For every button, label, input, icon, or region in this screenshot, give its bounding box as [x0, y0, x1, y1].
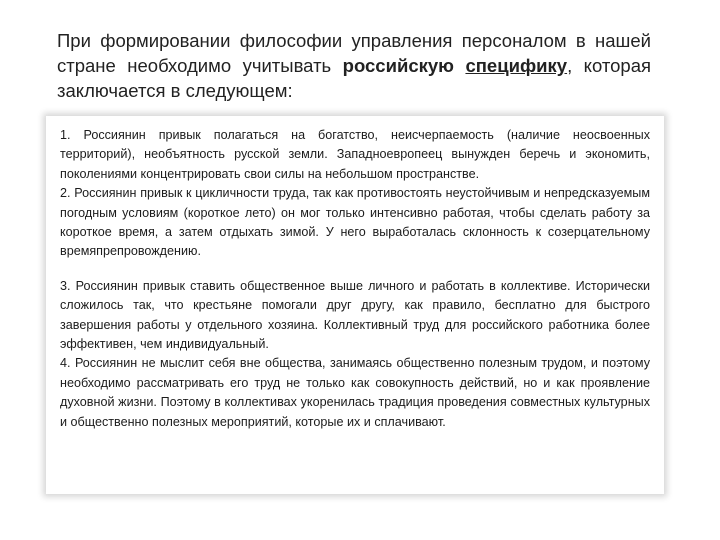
heading-emphasis — [343, 55, 567, 76]
point-4-number: 4. — [60, 356, 71, 371]
heading-bold-word-1: российскую — [342, 55, 454, 76]
point-2-number: 2. — [60, 186, 71, 201]
point-3-text: Россиянин привык ставить общественное выше личного и работать в коллективе. Исторически сложилось так, что крестьяне помогали друг другу, как правило, бесплатно для быстрого завершения работы у отдельного хозяина. Коллективный труд для российского работника более эффективен, чем индивидуальный. — [60, 278, 651, 352]
point-3-number: 3. — [60, 278, 71, 293]
point-3 — [60, 277, 650, 355]
points-box — [46, 116, 664, 494]
paragraph-gap — [60, 262, 650, 277]
point-4 — [60, 354, 650, 432]
point-2 — [60, 184, 650, 262]
point-2-text: Россиянин привык к цикличности труда, так как противостоять неустойчивым и непредсказуемым погодным условиям (короткое лето) он мог только интенсивно работая, чтобы сделать работу за короткое время, а затем отдыхать зимой. У него выработалась склонность к созерцательному времяпрепровождению. — [60, 186, 650, 259]
heading-text-before: При формировании философии управления персоналом в нашей стране необходимо учитывать — [57, 30, 651, 76]
point-4-text: Россиянин не мыслит себя вне общества, занимаясь общественно полезным трудом, и поэтому необходимо рассматривать его труд не только как совокупность действий, но и как проявление духовной жизни. Поэтому в коллективах укоренилась традиция проведения совместных культурных и общественно полезных мероприятий, которые их и сплачивают. — [60, 356, 651, 429]
point-1-text: Россиянин привык полагаться на богатство, неисчерпаемость (наличие неосвоенных территорий), необъятность русской земли. Западноевропеец вынужден беречь и экономить, поколениями концентрировать свои силы на небольшом пространстве. — [60, 128, 650, 181]
point-1 — [60, 126, 650, 184]
heading-bold-word-2: специфику — [465, 55, 568, 76]
slide-heading — [57, 28, 651, 103]
heading-text-after: , которая заключается в следующем: — [57, 55, 652, 101]
point-1-number: 1. — [60, 128, 71, 142]
